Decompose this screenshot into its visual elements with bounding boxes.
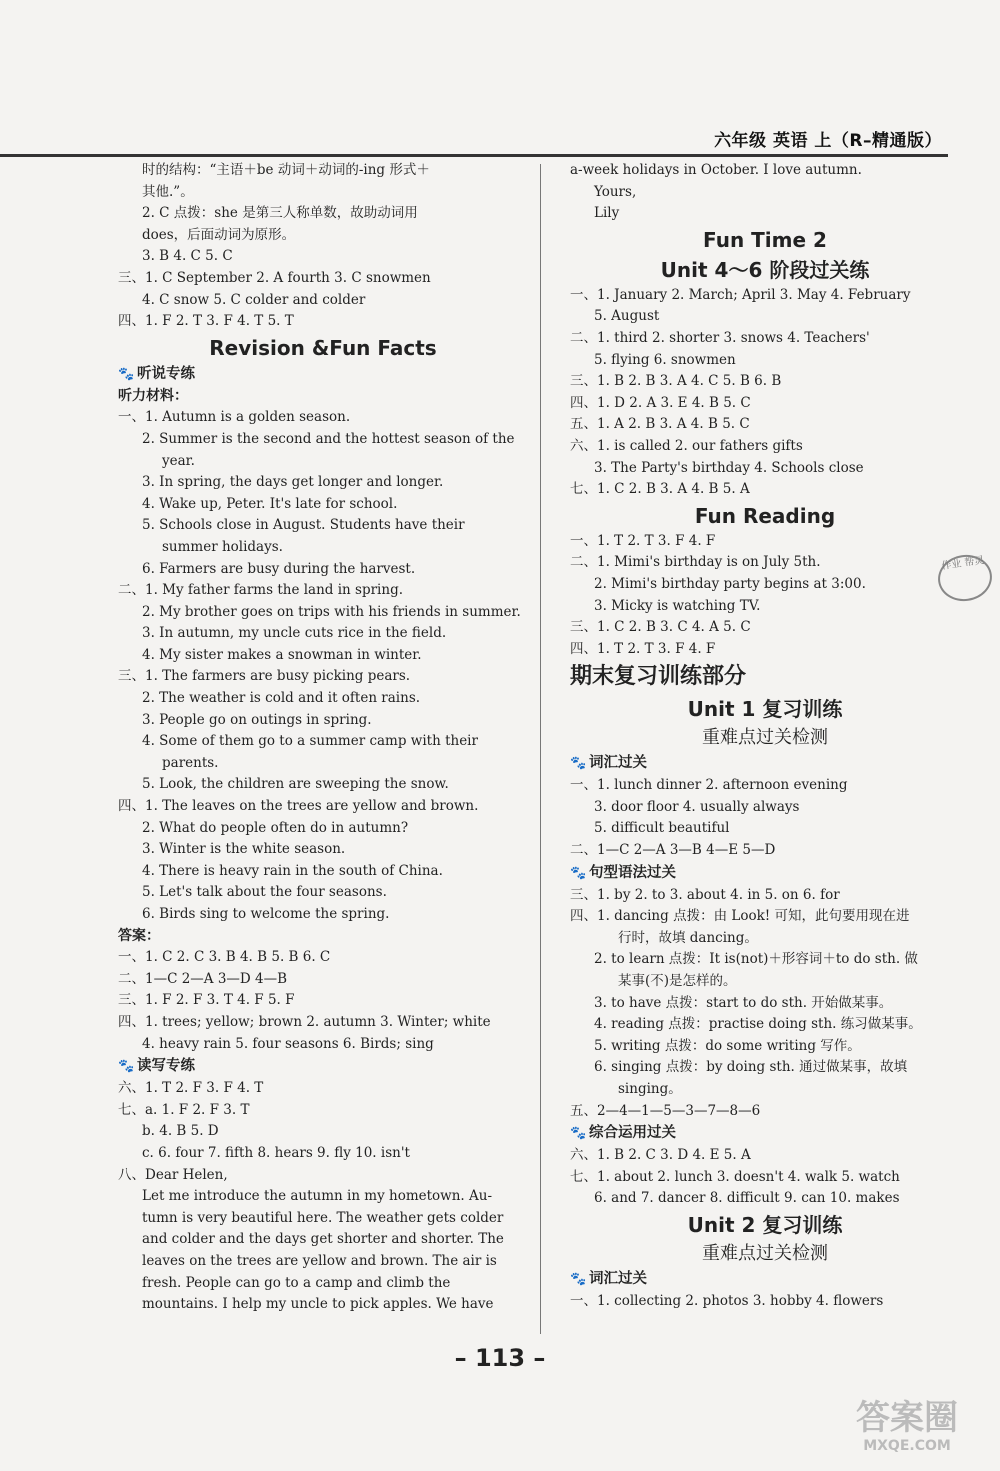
answer-line: 三、1. F 2. F 3. T 4. F 5. F bbox=[118, 992, 295, 1009]
paw-icon: 🐾 bbox=[118, 366, 135, 382]
answer-line: singing。 bbox=[618, 1081, 682, 1097]
answer-line: c. 6. four 7. fifth 8. hears 9. fly 10. isn't bbox=[142, 1144, 410, 1161]
section-title-final-review: 期末复习训练部分 bbox=[570, 664, 747, 690]
answer-line: 四、1. T 2. T 3. F 4. F bbox=[570, 640, 716, 657]
answer-line: 一、1. Autumn is a golden season. bbox=[118, 409, 351, 426]
paw-icon: 🐾 bbox=[570, 865, 587, 881]
answer-line: 四、1. The leaves on the trees are yellow and brown. bbox=[118, 798, 479, 815]
answer-line: 2. The weather is cold and it often rains. bbox=[142, 690, 421, 707]
answer-line: 5. Look, the children are sweeping the snow. bbox=[142, 776, 449, 793]
answer-line: b. 4. B 5. D bbox=[142, 1123, 219, 1140]
answer-line: 七、1. about 2. lunch 3. doesn't 4. walk 5. watch bbox=[570, 1168, 900, 1185]
answer-line: 3. In spring, the days get longer and longer. bbox=[142, 474, 444, 491]
answer-line: 2. My brother goes on trips with his friends in summer. bbox=[142, 603, 521, 620]
page-header bbox=[0, 118, 1000, 156]
vocab-heading: 🐾 词汇过关 bbox=[570, 752, 960, 775]
answer-line: 其他.”。 bbox=[142, 183, 194, 200]
unit46-answers bbox=[570, 285, 960, 501]
left-column bbox=[118, 160, 528, 1316]
answer-line: 6. singing 点拨：by doing sth. 通过做某事，故填 bbox=[594, 1059, 908, 1076]
book-title: 六年级 英语 上（R–精通版） bbox=[714, 131, 942, 151]
grammar-heading: 🐾 句型语法过关 bbox=[570, 862, 960, 885]
unit2-subtitle: 重难点过关检测 bbox=[702, 1242, 828, 1264]
answer-line: 5. Let's talk about the four seasons. bbox=[142, 884, 387, 901]
paw-icon: 🐾 bbox=[570, 1271, 587, 1287]
unit1-subtitle: 重难点过关检测 bbox=[702, 727, 828, 749]
listening-material bbox=[118, 407, 528, 925]
letter-body bbox=[118, 1186, 528, 1316]
answer-line: 二、1—C 2—A 3—B 4—E 5—D bbox=[570, 842, 776, 859]
answer-line: 2. Summer is the second and the hottest season of the bbox=[142, 430, 515, 447]
watermark-url: MXQE.COM bbox=[863, 1438, 951, 1454]
site-watermark bbox=[832, 1398, 982, 1456]
answer-line: 六、1. T 2. F 3. F 4. T bbox=[118, 1080, 264, 1097]
unit1-title: Unit 1 复习训练 bbox=[687, 697, 843, 722]
answer-line: 一、1. January 2. March; April 3. May 4. February bbox=[570, 286, 911, 303]
answer-line: 二、1. My father farms the land in spring. bbox=[118, 582, 403, 599]
section-title-fun-reading: Fun Reading bbox=[694, 503, 836, 528]
answer-line: year. bbox=[162, 452, 195, 469]
letter-ending bbox=[570, 160, 960, 225]
answer-line: 行时，故填 dancing。 bbox=[618, 929, 758, 946]
unit1-comprehensive-answers bbox=[570, 1145, 960, 1210]
answer-line: 4. My sister makes a snowman in winter. bbox=[142, 646, 422, 663]
answer-line: 四、1. trees; yellow; brown 2. autumn 3. Winter; white bbox=[118, 1013, 491, 1030]
answer-line: 4. C snow 5. C colder and colder bbox=[142, 291, 366, 308]
letter-line: a-week holidays in October. I love autumn. bbox=[570, 162, 862, 178]
answer-line: 4. heavy rain 5. four seasons 6. Birds; sing bbox=[142, 1035, 434, 1052]
answer-line: 五、2—4—1—5—3—7—8—6 bbox=[570, 1102, 761, 1119]
letter-line: fresh. People can go to a camp and climb the bbox=[142, 1274, 451, 1291]
answer-line: 二、1. Mimi's birthday is on July 5th. bbox=[570, 554, 821, 571]
letter-line: Let me introduce the autumn in my hometown. Au- bbox=[142, 1188, 493, 1205]
answer-line: 6. and 7. dancer 8. difficult 9. can 10. makes bbox=[594, 1190, 900, 1207]
answer-line: 一、1. lunch dinner 2. afternoon evening bbox=[570, 777, 848, 794]
answer-line: 3. Micky is watching TV. bbox=[594, 597, 761, 614]
vocab-heading-unit2: 🐾 词汇过关 bbox=[570, 1268, 960, 1291]
answer-line: 5. flying 6. snowmen bbox=[594, 351, 736, 368]
answer-line: 3. In autumn, my uncle cuts rice in the field. bbox=[142, 625, 447, 642]
answer-line: 3. The Party's birthday 4. Schools close bbox=[594, 459, 864, 476]
answer-line: 四、1. F 2. T 3. F 4. T 5. T bbox=[118, 313, 294, 330]
answer-line: 3. B 4. C 5. C bbox=[142, 248, 233, 265]
letter-line: tumn is very beautiful here. The weather gets colder bbox=[142, 1209, 504, 1226]
listening-heading: 🐾 听说专练 bbox=[118, 363, 528, 386]
answer-line: 一、1. T 2. T 3. F 4. F bbox=[570, 532, 716, 549]
section-title-fun-time-2: Fun Time 2 bbox=[703, 227, 827, 252]
answer-line: 5. August bbox=[594, 308, 660, 325]
letter-line: and colder and the days get shorter and shorter. The bbox=[142, 1231, 504, 1248]
answer-line: 三、1. B 2. B 3. A 4. C 5. B 6. B bbox=[570, 373, 782, 390]
letter-line: Lily bbox=[594, 205, 620, 222]
answer-line: 某事(不)是怎样的。 bbox=[618, 973, 737, 990]
answer-line: 七、a. 1. F 2. F 3. T bbox=[118, 1101, 250, 1118]
letter-line: leaves on the trees are yellow and brown. The air is bbox=[142, 1252, 497, 1269]
answers-label: 答案： bbox=[118, 927, 160, 944]
header-rule bbox=[0, 154, 948, 157]
answer-line: 六、1. is called 2. our fathers gifts bbox=[570, 437, 803, 454]
listening-material-label: 听力材料： bbox=[118, 387, 188, 404]
right-column bbox=[570, 160, 960, 1313]
answer-line: 3. People go on outings in spring. bbox=[142, 711, 372, 728]
section-title-unit-4-6: Unit 4～6 阶段过关练 bbox=[660, 257, 870, 282]
column-divider bbox=[540, 164, 541, 1334]
answer-line: 2. to learn 点拨：It is(not)＋形容词＋to do sth. 做 bbox=[594, 951, 918, 968]
answer-line: 四、1. D 2. A 3. E 4. B 5. C bbox=[570, 394, 751, 411]
answer-line: 七、1. C 2. B 3. A 4. B 5. A bbox=[570, 481, 750, 498]
letter-line: mountains. I help my uncle to pick apples. We have bbox=[142, 1296, 494, 1313]
answer-line: 2. Mimi's birthday party begins at 3:00. bbox=[594, 575, 866, 592]
paw-icon: 🐾 bbox=[118, 1059, 135, 1075]
answer-line: 一、1. collecting 2. photos 3. hobby 4. flowers bbox=[570, 1292, 884, 1309]
paw-icon: 🐾 bbox=[570, 1126, 587, 1142]
answer-line: 2. C 点拨：she 是第三人称单数，故助动词用 bbox=[142, 205, 418, 222]
answer-line: 6. Birds sing to welcome the spring. bbox=[142, 906, 390, 922]
unit2-vocab-answers bbox=[570, 1291, 960, 1313]
unit1-grammar-answers bbox=[570, 885, 960, 1123]
answer-line: 三、1. The farmers are busy picking pears. bbox=[118, 668, 411, 685]
unit1-vocab-answers bbox=[570, 775, 960, 861]
answer-line: 3. Winter is the white season. bbox=[142, 841, 346, 858]
answer-line: 5. Schools close in August. Students have their bbox=[142, 517, 465, 534]
answer-block-top bbox=[118, 160, 528, 333]
unit2-title: Unit 2 复习训练 bbox=[687, 1212, 843, 1237]
paw-icon: 🐾 bbox=[570, 756, 587, 772]
answer-line: parents. bbox=[162, 754, 219, 771]
fun-reading-answers bbox=[570, 531, 960, 661]
watermark-logo: 答案圈 bbox=[856, 1398, 958, 1438]
answer-line: does，后面动词为原形。 bbox=[142, 226, 296, 243]
answer-line: 一、1. C 2. C 3. B 4. B 5. B 6. C bbox=[118, 949, 331, 966]
answer-line: 三、1. C September 2. A fourth 3. C snowmen bbox=[118, 269, 431, 286]
answer-line: 4. reading 点拨：practise doing sth. 练习做某事。 bbox=[594, 1016, 922, 1033]
reading-answers bbox=[118, 1078, 528, 1186]
answer-line: 4. Some of them go to a summer camp with their bbox=[142, 733, 478, 750]
answer-line: 时的结构：“主语＋be 动词＋动词的-ing 形式＋ bbox=[142, 162, 430, 178]
homework-stamp: 作业 帮灵 bbox=[935, 551, 995, 604]
answer-line: 3. to have 点拨：start to do sth. 开始做某事。 bbox=[594, 994, 893, 1011]
answer-line: 五、1. A 2. B 3. A 4. B 5. C bbox=[570, 416, 750, 433]
answer-line: 4. Wake up, Peter. It's late for school. bbox=[142, 495, 398, 512]
listening-answers bbox=[118, 947, 528, 1055]
answer-line: 6. Farmers are busy during the harvest. bbox=[142, 560, 416, 577]
answer-line: 2. What do people often do in autumn? bbox=[142, 819, 409, 836]
answer-line: 二、1. third 2. shorter 3. snows 4. Teachers' bbox=[570, 329, 870, 346]
page-number: – 113 – bbox=[454, 1344, 546, 1372]
answer-line: 六、1. B 2. C 3. D 4. E 5. A bbox=[570, 1147, 751, 1164]
comprehensive-heading: 🐾 综合运用过关 bbox=[570, 1122, 960, 1145]
answer-line: 四、1. dancing 点拨：由 Look! 可知，此句要用现在进 bbox=[570, 908, 910, 925]
answer-line: 二、1—C 2—A 3—D 4—B bbox=[118, 970, 288, 987]
answer-line: 三、1. by 2. to 3. about 4. in 5. on 6. for bbox=[570, 886, 840, 903]
answer-line: 5. writing 点拨：do some writing 写作。 bbox=[594, 1037, 861, 1054]
answer-line: 三、1. C 2. B 3. C 4. A 5. C bbox=[570, 619, 751, 636]
answer-line: 3. door floor 4. usually always bbox=[594, 798, 800, 815]
answer-line: summer holidays. bbox=[162, 538, 283, 555]
answer-line: 八、Dear Helen, bbox=[118, 1166, 228, 1183]
answer-line: 5. difficult beautiful bbox=[594, 820, 730, 837]
letter-line: Yours, bbox=[594, 183, 637, 200]
section-title-revision: Revision &Fun Facts bbox=[209, 335, 437, 360]
reading-writing-heading: 🐾 读写专练 bbox=[118, 1055, 528, 1078]
answer-line: 4. There is heavy rain in the south of China. bbox=[142, 862, 443, 879]
